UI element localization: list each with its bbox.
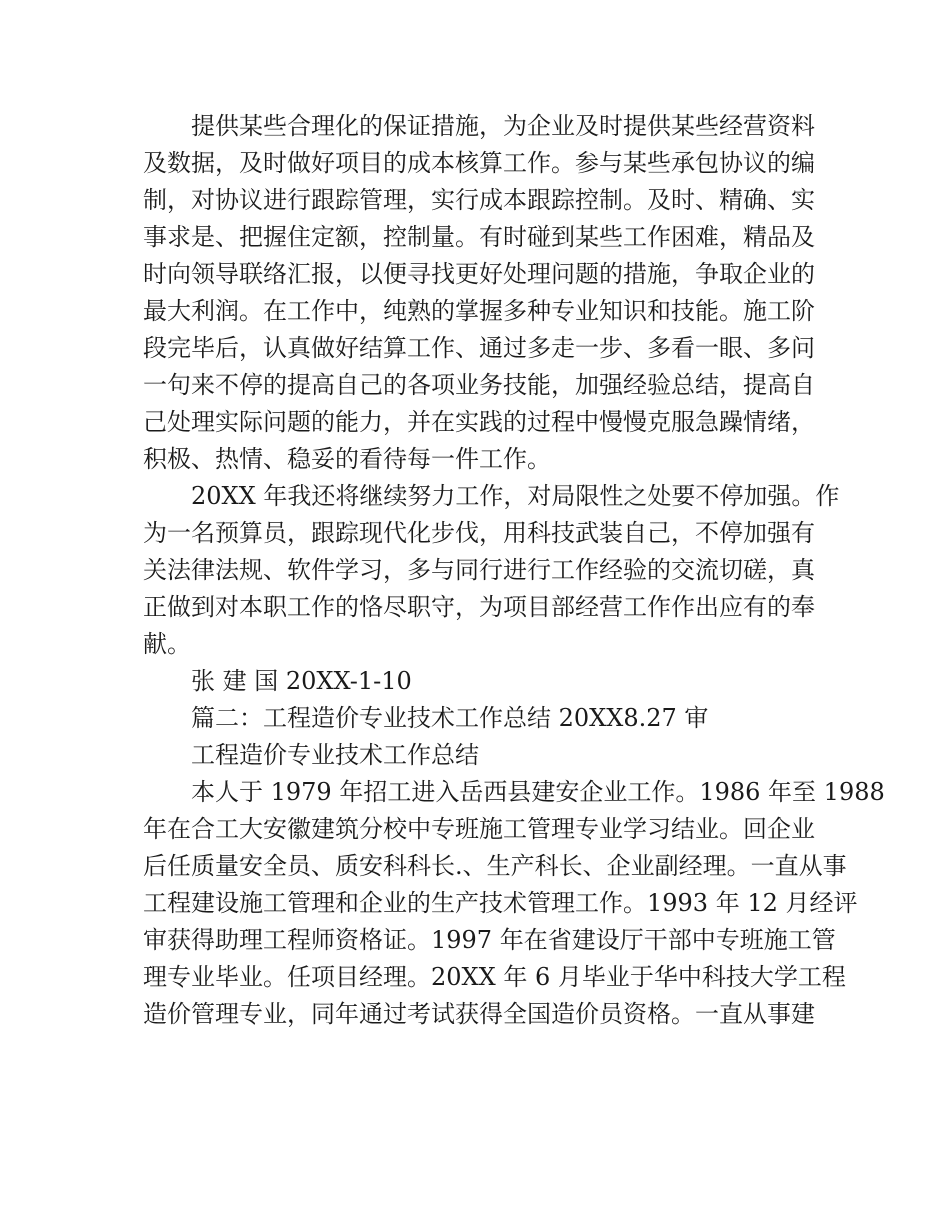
text-line: 年在合工大安徽建筑分校中专班施工管理专业学习结业。回企业 [143, 815, 815, 843]
text-line: 事求是、把握住定额，控制量。有时碰到某些工作困难，精品及 [143, 223, 815, 251]
text-line: 工程建设施工管理和企业的生产技术管理工作。1993 年 12 月经评 [143, 889, 858, 917]
text-line: 段完毕后，认真做好结算工作、通过多走一步、多看一眼、多问 [143, 334, 815, 362]
text-line: 积极、热情、稳妥的看待每一件工作。 [143, 445, 551, 473]
text-line: 造价管理专业，同年通过考试获得全国造价员资格。一直从事建 [143, 1000, 815, 1028]
text-line: 一句来不停的提高自己的各项业务技能，加强经验总结，提高自 [143, 371, 815, 399]
text-line: 理专业毕业。任项目经理。20XX 年 6 月毕业于华中科技大学工程 [143, 963, 846, 991]
text-line: 提供某些合理化的保证措施，为企业及时提供某些经营资料 [191, 112, 815, 140]
text-line: 献。 [143, 630, 191, 658]
text-line: 制，对协议进行跟踪管理，实行成本跟踪控制。及时、精确、实 [143, 186, 815, 214]
text-line: 20XX 年我还将继续努力工作，对局限性之处要不停加强。作 [191, 482, 840, 510]
text-line: 本人于 1979 年招工进入岳西县建安企业工作。1986 年至 1988 [191, 778, 885, 806]
document-body [143, 108, 885, 1033]
text-line: 关法律法规、软件学习，多与同行进行工作经验的交流切磋，真 [143, 556, 815, 584]
text-line: 后任质量安全员、质安科科长.、生产科长、企业副经理。一直从事 [143, 852, 847, 880]
text-line: 己处理实际问题的能力，并在实践的过程中慢慢克服急躁情绪， [143, 408, 815, 436]
section-title: 工程造价专业技术工作总结 [191, 741, 479, 769]
text-line: 正做到对本职工作的恪尽职守，为项目部经营工作作出应有的奉 [143, 593, 815, 621]
text-line: 时向领导联络汇报，以便寻找更好处理问题的措施，争取企业的 [143, 260, 815, 288]
signature-line: 张 建 国 20XX-1-10 [191, 667, 412, 695]
text-line: 为一名预算员，跟踪现代化步伐，用科技武装自己，不停加强有 [143, 519, 815, 547]
text-line: 审获得助理工程师资格证。1997 年在省建设厅干部中专班施工管 [143, 926, 836, 954]
section-heading: 篇二：工程造价专业技术工作总结 20XX8.27 审 [191, 704, 709, 732]
text-line: 最大利润。在工作中，纯熟的掌握多种专业知识和技能。施工阶 [143, 297, 815, 325]
text-line: 及数据，及时做好项目的成本核算工作。参与某些承包协议的编 [143, 149, 815, 177]
